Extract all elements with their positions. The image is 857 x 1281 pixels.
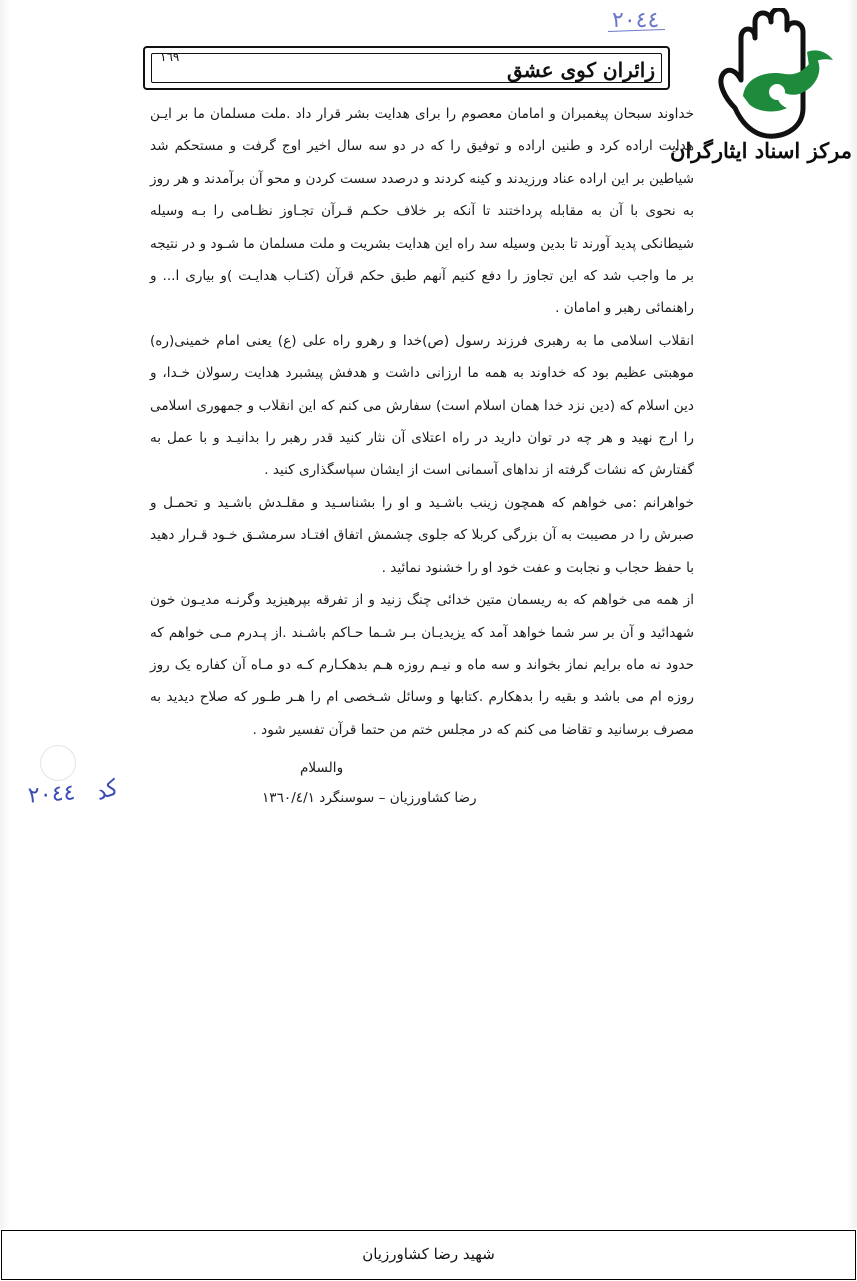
faint-mark [40,745,76,781]
letter-paragraph: از همه می خواهم که به ریسمان متین خدائی چنگ زنید و از تفرقه بپرهیزید وگرنـه مدیـون خون شهدائید و آن بر سر شما خواهد آمد که یزیدیـان بـر شـما حـاکم باشـند .از پـدرم مـی خواهم که حدود نه ماه برایم نماز بخواند و سه ماه و نیـم روزه هـم بدهکـارم کـه دو مـاه آن کفاره یک روز روزه ام می باشد و بقیه را بدهکارم .کتابها و وسائل شـخصی ام را هـر طـور که صلاح دیدید به مصرف برسانید و تقاضا می کنم که در مجلس ختم من حتما قرآن تفسیر شود . [150,592,694,738]
organization-name: مرکز اسناد ایثارگران [670,138,852,163]
letter-paragraph: خواهرانم :می خواهم که همچون زینب باشـید و او را بشناسـید و مقلـدش باشـید و تحمـل و صبرش را در مصیبت به آن بزرگی کربلا که جلوی چشمش اتفاق افتـاد سرمشـق خـود قـرار دهید با حفظ حجاب و نجابت و عفت خود او را خشنود نمائید . [150,494,694,576]
letter-paragraph: خداوند سبحان پیغمبران و امامان معصوم را برای هدایت بشر قرار داد .ملت مسلمان ما بر ایـن هدایت اراده کرد و طنین اراده و توفیق را که در دو سه سال اخیر اوج گرفت و مستحکم شد شیاطین بر این اراده عناد ورزیدند و کینه کردند و درصدد سست کردن و محو آن برآمدند و هر روز به نحوی با آن به مقابله پرداختند تا آنکه بر خلاف حکـم قـرآن تجـاوز نظـامی را بـه وسیله شیطانکی پدید آورند تا بدین وسیله سد راه این هدایت بشریت و ملت مسلمان ما شـود و در نتیجه بر ما واجب شد که این تجاوز را دفع کنیم آنهم طبق حکم قرآن (کتـاب هدایـت )و بیاری ا... و راهنمائی رهبر و امامان . [150,106,694,317]
letter-closing: والسلام [300,760,344,776]
martyr-name-caption: شهید رضا کشاورزیان [362,1245,495,1263]
page-number: ١٦٩ [160,50,180,64]
handwritten-margin-note: ٢٠٤٤ [27,780,77,809]
book-title: زائران کوی عشق [507,58,655,82]
caption-footer [1,1230,856,1280]
archive-stamp-number: ٢٠٤٤ [612,8,660,33]
handwritten-scribble: کد [92,775,122,806]
letter-signature: رضا کشاورزیان – سوسنگرد ١٣٦٠/٤/١ [262,790,477,806]
letter-body [150,98,694,746]
letter-paragraph: انقلاب اسلامی ما به رهبری فرزند رسول (ص)خدا و رهرو راه علی (ع) یعنی امام خمینی(ره) موهبتی عظیم بود که خداوند به همه ما ارزانی داشت و هدفش پیشبرد هدایت رسولان خـدا، و دین اسلام که (دین نزد خدا همان اسلام است) سفارش می کنم که این انقلاب و جمهوری اسلامی را ارج نهید و هر چه در توان دارید در راه اعتلای آن نثار کنید قدر رهبر را بدانیـد و با عمل به گفتارش که نشات گرفته از نداهای آسمانی است از ایشان سپاسگذاری کنید . [150,332,694,479]
